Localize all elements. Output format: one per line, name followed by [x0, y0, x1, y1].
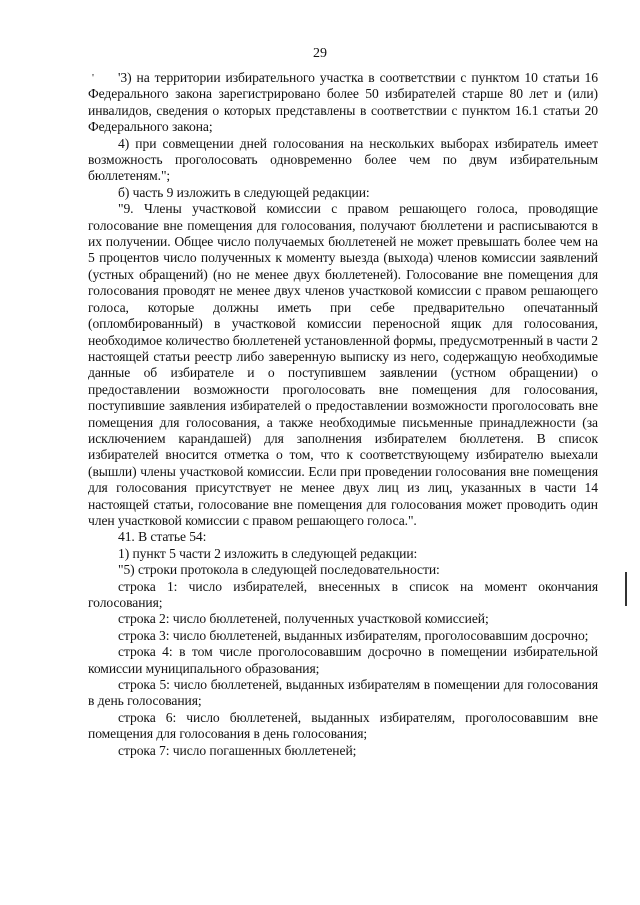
page-number: 29: [313, 46, 327, 61]
paragraph: строка 5: число бюллетеней, выданных избирателям в помещении для голосования в день голосования;: [88, 677, 598, 709]
paragraph: строка 7: число погашенных бюллетеней;: [118, 742, 357, 758]
paragraph: 41. В статье 54:: [118, 529, 207, 545]
paragraph: строка 6: число бюллетеней, выданных избирателям, проголосовавшим вне помещения для голосования в день голосования;: [88, 709, 598, 742]
paragraph: б) часть 9 изложить в следующей редакции:: [118, 184, 370, 200]
paragraph: 1) пункт 5 части 2 изложить в следующей редакции:: [118, 545, 418, 561]
margin-mark: ': [92, 72, 94, 84]
paragraph: "9. Члены участковой комиссии с правом решающего голоса, проводящие голосование вне помещения для голосования, получают бюллетени и расписываются в их получении. Общее число получаемых бюллетеней не может превышать более чем на 5 процентов число полученных к моменту выезда (выхода) членов комиссии заявлений (устных обращений) (но не менее двух бюллетеней). Голосование вне помещения для голосования проводят не менее двух членов участковой комиссии с правом решающего голоса, которые должны иметь при себе предварительно опечатанный (опломбированный) в участковой комиссии переносной ящик для голосования, необходимое количество бюллетеней установленной формы, предусмотренный в части 2 настоящей статьи реестр либо заверенную выписку из него, содержащую необходимые данные об избирателе и о поступившем заявлении (устном обращении) о предоставлении возможности проголосовать вне помещения для голосования, поступившие заявления избирателей о предоставлении возможности проголосовать вне помещения для голосования, а также необходимые письменные принадлежности (за исключением карандашей) для заполнения избирателем бюллетеня. В список избирателей вносится отметка о том, что к соответствующему избирателю выехали (вышли) члены участковой комиссии. Если при проведении голосования вне помещения для голосования присутствует не менее двух лиц из лиц, указанных в части 14 настоящей статьи, голосование вне помещения для голосования может проводить один член участковой комиссии с правом решающего голоса.".: [88, 201, 598, 528]
paragraph: 4) при совмещении дней голосования на нескольких выборах избиратель имеет возможность проголосовать одновременно более чем по двум избирательным бюллетеням.";: [88, 135, 598, 184]
paragraph: '3) на территории избирательного участка в соответствии с пунктом 10 статьи 16 Федерального закона зарегистрировано более 50 избирателей старше 80 лет и (или) инвалидов, сведения о которых представлены в соответствии с пунктом 16.1 статьи 20 Федерального закона;: [88, 70, 598, 135]
paragraph: "5) строки протокола в следующей последовательности:: [118, 562, 440, 578]
document-body: [88, 70, 598, 759]
paragraph: строка 2: число бюллетеней, полученных участковой комиссией;: [118, 611, 489, 627]
paragraph: строка 3: число бюллетеней, выданных избирателям, проголосовавшим досрочно;: [118, 627, 589, 643]
paragraph: строка 1: число избирателей, внесенных в список на момент окончания голосования;: [88, 578, 598, 610]
margin-line-mark: [625, 572, 633, 606]
paragraph: строка 4: в том числе проголосовавшим досрочно в помещении избирательной комиссии муниципального образования;: [88, 644, 598, 676]
